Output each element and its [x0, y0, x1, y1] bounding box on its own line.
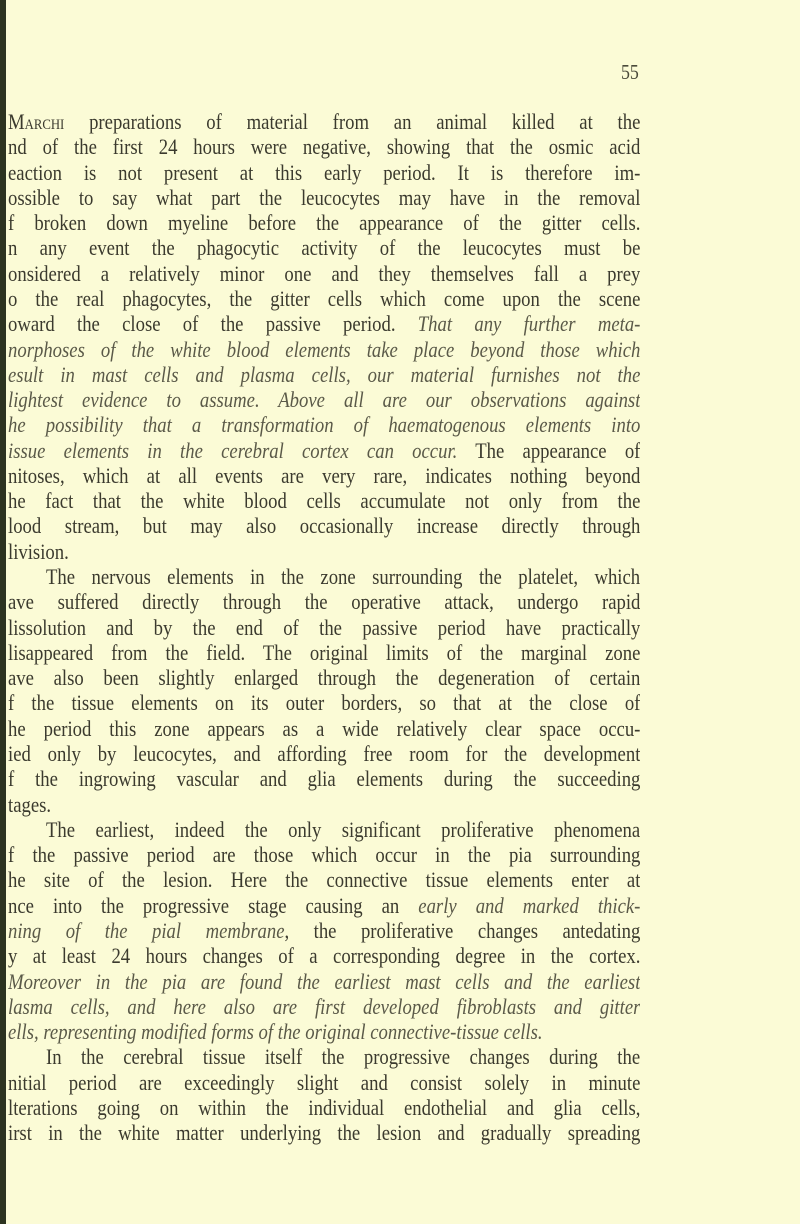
text-line: [8, 792, 640, 817]
text-line: [8, 969, 640, 994]
text-run: he site of the lesion. Here the connective tissue elements enter at: [8, 867, 640, 893]
page-number: 55: [621, 60, 639, 84]
text-run: ave also been slightly enlarged through the degeneration of certain: [8, 665, 640, 691]
text-line: [8, 615, 640, 640]
text-run: irst in the white matter underlying the lesion and gradually spreading: [8, 1120, 640, 1146]
text-run: lterations going on within the individual endothelial and glia cells,: [8, 1094, 640, 1120]
body-text: [8, 0, 640, 1224]
text-line: [8, 438, 640, 463]
page-binding-edge: [0, 0, 6, 1224]
text-run: lood stream, but may also occasionally increase directly through: [8, 513, 640, 539]
text-line: [8, 994, 640, 1019]
text-run: nd of the first 24 hours were negative, showing that the osmic acid: [8, 134, 640, 160]
text-line: [8, 513, 640, 538]
text-line: [8, 286, 640, 311]
text-line: [8, 589, 640, 614]
text-run: , the proliferative changes antedating: [284, 917, 640, 943]
text-run: The appearance of: [457, 437, 640, 463]
text-line: [8, 463, 640, 488]
text-line: [8, 893, 640, 918]
text-line: [8, 387, 640, 412]
text-line: [8, 337, 640, 362]
text-line: [8, 1070, 640, 1095]
text-run: The earliest, indeed the only significant proliferative phenomena: [46, 816, 640, 842]
italic-text: issue elements in the cerebral cortex can occur.: [8, 437, 458, 463]
text-run: ied only by leucocytes, and affording free room for the development: [8, 741, 640, 766]
text-line: [8, 362, 640, 387]
text-run: The nervous elements in the zone surrounding the platelet, which: [46, 564, 640, 590]
text-line: [8, 741, 640, 766]
text-line: [8, 160, 640, 185]
text-run: Marchi: [8, 109, 65, 134]
text-run: f the ingrowing vascular and glia elements during the succeeding: [8, 766, 640, 792]
italic-text: he possibility that a transformation of haematogenous elements into: [8, 412, 640, 438]
text-line: [8, 1095, 640, 1120]
text-line: [8, 918, 640, 943]
text-run: he period this zone appears as a wide relatively clear space occu-: [8, 715, 640, 741]
text-run: In the cerebral tissue itself the progressive changes during the: [46, 1044, 640, 1070]
text-line: [8, 311, 640, 336]
text-run: f the tissue elements on its outer borders, so that at the close of: [8, 690, 640, 716]
text-run: f broken down myeline before the appearance of the gitter cells.: [8, 210, 640, 236]
text-line: [8, 943, 640, 968]
italic-text: norphoses of the white blood elements take place beyond those which: [8, 336, 640, 362]
text-line: [8, 665, 640, 690]
text-line: [8, 867, 640, 892]
text-run: o the real phagocytes, the gitter cells which come upon the scene: [8, 285, 640, 311]
text-run: eaction is not present at this early period. It is therefore im-: [8, 159, 640, 185]
text-run: lisappeared from the field. The original limits of the marginal zone: [8, 639, 640, 665]
text-run: n any event the phagocytic activity of the leucocytes must be: [8, 235, 640, 261]
italic-text: lasma cells, and here also are first developed fibroblasts and gitter: [8, 993, 640, 1019]
text-line: [8, 716, 640, 741]
italic-text: early and marked thick-: [418, 892, 640, 918]
text-run: he fact that the white blood cells accumulate not only from the: [8, 488, 640, 514]
italic-text: Moreover in the pia are found the earliest mast cells and the earliest: [8, 968, 640, 994]
text-line: [8, 109, 640, 134]
text-run: tages.: [8, 791, 52, 817]
text-run: oward the close of the passive period.: [8, 311, 418, 337]
text-line: [8, 134, 640, 159]
text-line: [8, 1019, 640, 1044]
text-line: [8, 1120, 640, 1145]
text-line: [8, 210, 640, 235]
text-run: preparations of material from an animal killed at the: [64, 109, 640, 134]
text-line: [8, 640, 640, 665]
text-line: [8, 488, 640, 513]
text-run: y at least 24 hours changes of a corresponding degree in the cortex.: [8, 943, 640, 969]
text-run: nitoses, which at all events are very rare, indicates nothing beyond: [8, 462, 640, 488]
text-line: [8, 539, 640, 564]
text-line: [8, 185, 640, 210]
text-line: [8, 235, 640, 260]
text-line: [8, 412, 640, 437]
italic-text: lightest evidence to assume. Above all are our observations against: [8, 387, 640, 413]
italic-text: ells, representing modified forms of the original connective-tissue cells.: [8, 1019, 543, 1045]
italic-text: esult in mast cells and plasma cells, our material furnishes not the: [8, 361, 640, 387]
text-run: nce into the progressive stage causing an: [8, 892, 419, 918]
text-line: [46, 1044, 640, 1069]
text-run: livision.: [8, 538, 69, 564]
text-line: [8, 842, 640, 867]
text-run: ossible to say what part the leucocytes may have in the removal: [8, 184, 640, 210]
text-line: [8, 261, 640, 286]
italic-text: ning of the pial membrane: [8, 917, 285, 943]
text-line: [46, 817, 640, 842]
text-line: [8, 690, 640, 715]
italic-text: That any further meta-: [417, 311, 640, 337]
text-run: ave suffered directly through the operative attack, undergo rapid: [8, 589, 640, 615]
text-run: lissolution and by the end of the passive period have practically: [8, 614, 640, 640]
text-run: f the passive period are those which occur in the pia surrounding: [8, 842, 640, 868]
text-line: [8, 766, 640, 791]
text-line: [46, 564, 640, 589]
text-run: onsidered a relatively minor one and they themselves fall a prey: [8, 260, 640, 286]
text-run: nitial period are exceedingly slight and consist solely in minute: [8, 1069, 640, 1095]
